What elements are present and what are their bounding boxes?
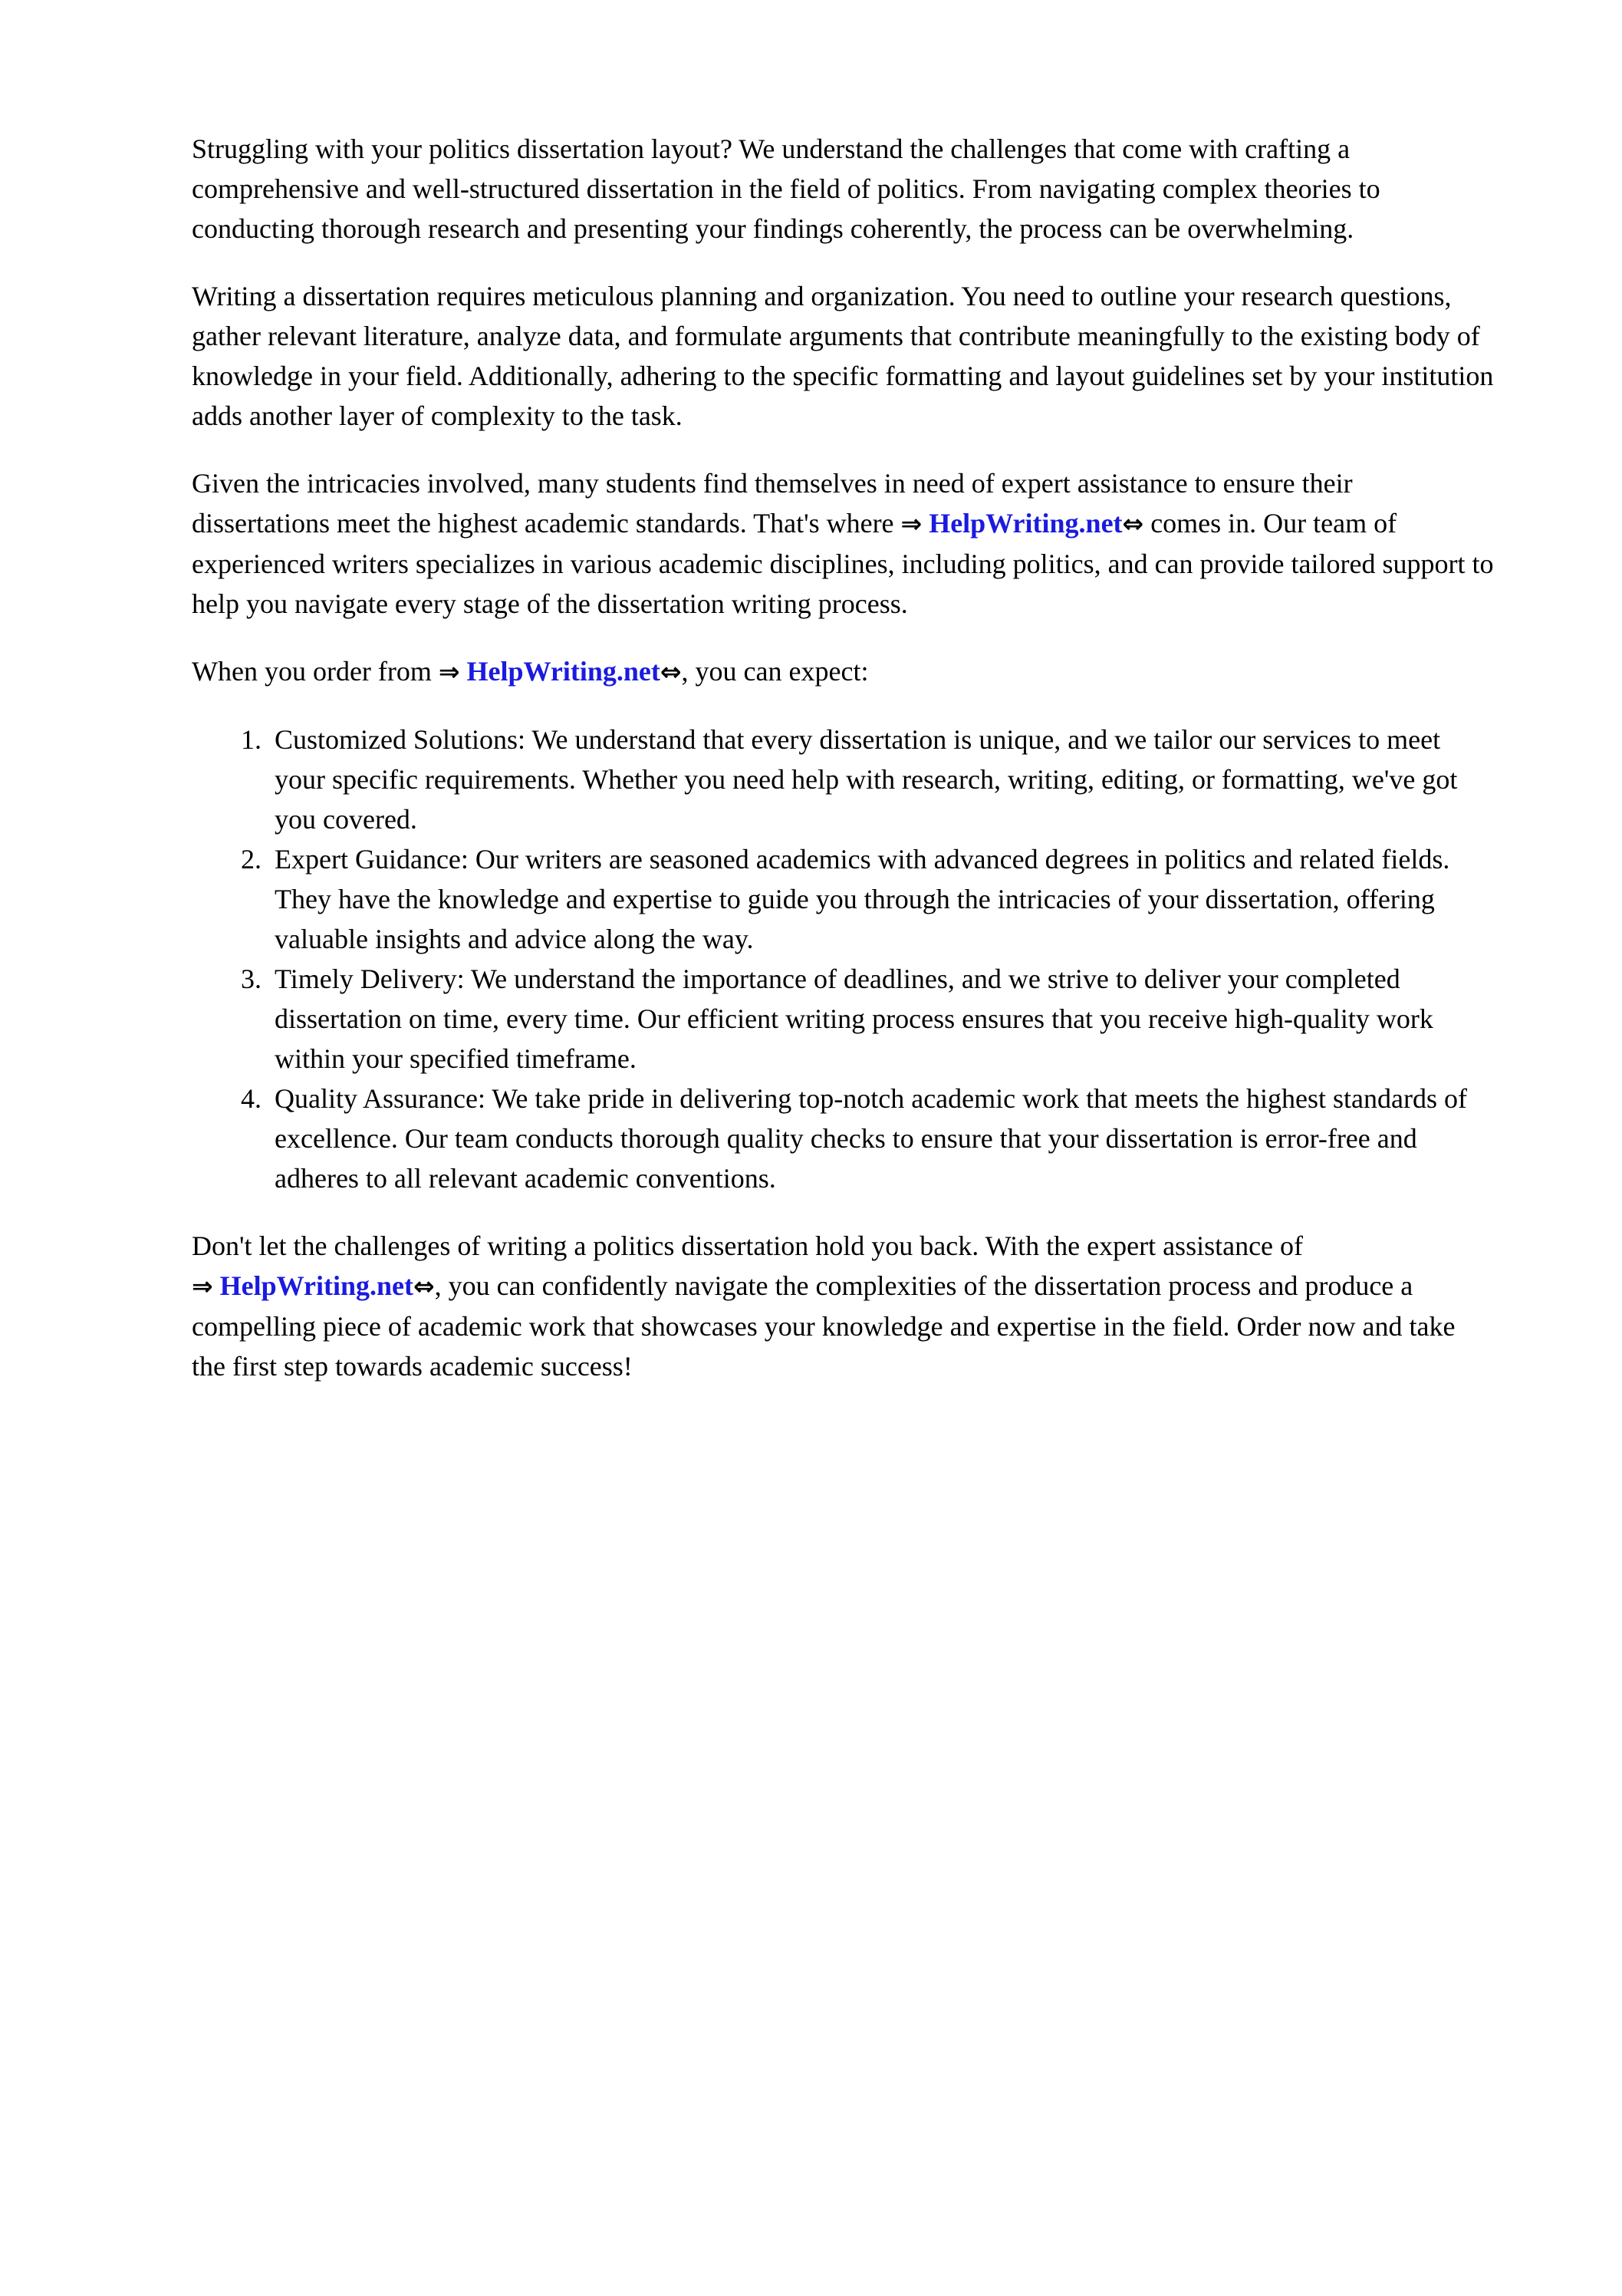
list-item: 3. Timely Delivery: We understand the importance of deadlines, and we strive to deliver your completed dissertation on time, every time. Our efficient writing process ensures that you receive high-quality work within your specified timeframe. (268, 959, 1495, 1079)
helpwriting-link[interactable]: HelpWriting.net (466, 656, 660, 687)
left-right-arrow-icon: ⇔ (660, 657, 682, 687)
helpwriting-link-group-1 (901, 508, 1144, 539)
double-right-arrow-icon: ⇒ (192, 1271, 213, 1301)
list-item: 2. Expert Guidance: Our writers are seasoned academics with advanced degrees in politics and related fields. They have the knowledge and expertise to guide you through the intricacies of your dissertation, offering valuable insights and advice along the way. (268, 839, 1495, 959)
paragraph-assistance (192, 463, 1495, 624)
document-body (192, 129, 1495, 1386)
paragraph-assistance-tail: comes in. Our team of experienced writers specializes in various academic disciplines, including politics, and can provide tailored support to help you navigate every stage of the dissertation writing process. (192, 508, 1494, 619)
paragraph-intro: Struggling with your politics dissertation layout? We understand the challenges that come with crafting a comprehensive and well-structured dissertation in the field of politics. From navigating complex theories to conducting thorough research and presenting your findings coherently, the process can be overwhelming. (192, 133, 1380, 244)
helpwriting-link-group-2 (439, 656, 682, 687)
paragraph-closing-lead: Don't let the challenges of writing a politics dissertation hold you back. With the expert assistance of (192, 1230, 1304, 1261)
helpwriting-link[interactable]: HelpWriting.net (929, 508, 1123, 539)
paragraph-order-intro (192, 651, 1495, 692)
paragraph-closing (192, 1226, 1495, 1386)
paragraph-assistance-lead: Given the intricacies involved, many students find themselves in need of expert assistance to ensure their dissertations meet the highest academic standards. That's where (192, 468, 1353, 539)
list-item: 1. Customized Solutions: We understand that every dissertation is unique, and we tailor our services to meet your specific requirements. Whether you need help with research, writing, editing, or formatting, we've got you covered. (268, 720, 1495, 839)
left-right-arrow-icon: ⇔ (1122, 509, 1144, 539)
paragraph-order-lead: When you order from (192, 656, 432, 687)
helpwriting-link-group-3 (192, 1270, 435, 1301)
paragraph-planning: Writing a dissertation requires meticulous planning and organization. You need to outline your research questions, gather relevant literature, analyze data, and formulate arguments that contribute meaningfully to the existing body of knowledge in your field. Additionally, adhering to the specific formatting and layout guidelines set by your institution adds another layer of complexity to the task. (192, 281, 1494, 431)
features-list (192, 720, 1495, 1198)
double-right-arrow-icon: ⇒ (900, 509, 923, 539)
list-item: 4. Quality Assurance: We take pride in delivering top-notch academic work that meets the highest standards of excellence. Our team conducts thorough quality checks to ensure that your dissertation is error-free and adheres to all relevant academic conventions. (268, 1079, 1495, 1198)
paragraph-closing-tail: , you can confidently navigate the complexities of the dissertation process and produce a compelling piece of academic work that showcases your knowledge and expertise in the field. Order now and take the first step towards academic success! (192, 1270, 1456, 1382)
left-right-arrow-icon: ⇔ (413, 1271, 435, 1301)
paragraph-order-tail: , you can expect: (681, 656, 869, 687)
double-right-arrow-icon: ⇒ (438, 657, 460, 687)
helpwriting-link[interactable]: HelpWriting.net (219, 1270, 413, 1301)
